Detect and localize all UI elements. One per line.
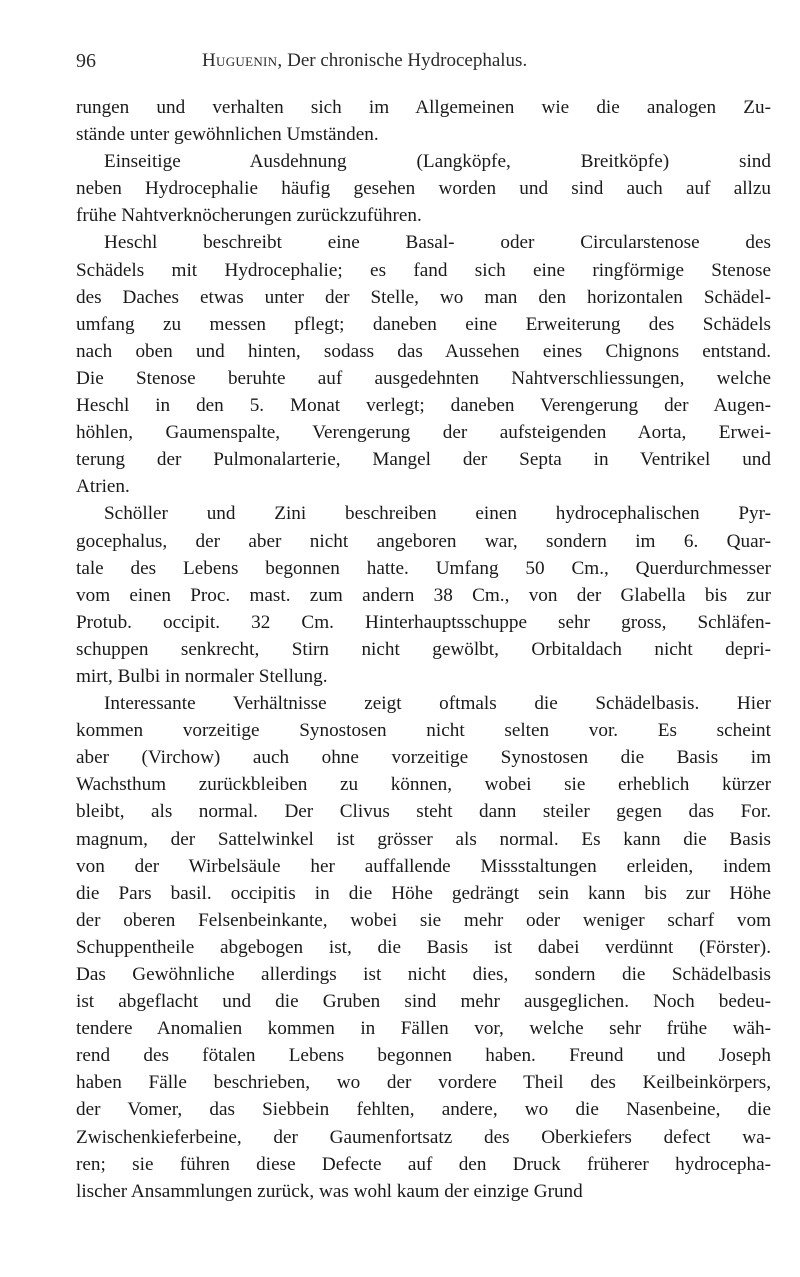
paragraph — [76, 229, 771, 500]
text-line: gocephalus, der aber nicht angeboren war, sondern im 6. Quar- — [76, 530, 771, 552]
text-line: des Daches etwas unter der Stelle, wo man den horizontalen Schädel- — [76, 286, 771, 308]
text-line: Einseitige Ausdehnung (Langköpfe, Breitköpfe) sind — [104, 151, 771, 173]
text-line: mirt, Bulbi in normaler Stellung. — [76, 665, 328, 687]
body-text — [76, 94, 771, 1205]
text-line: kommen vorzeitige Synostosen nicht selten vor. Es scheint — [76, 720, 771, 742]
text-line: Das Gewöhnliche allerdings ist nicht dies, sondern die Schädelbasis — [76, 964, 771, 985]
text-line: magnum, der Sattelwinkel ist grösser als normal. Es kann die Basis — [76, 828, 771, 850]
text-line: terung der Pulmonalarterie, Mangel der Septa in Ventrikel und — [76, 449, 771, 471]
text-line: bleibt, als normal. Der Clivus steht dann steiler gegen das For. — [76, 801, 771, 823]
text-line: der oberen Felsenbeinkante, wobei sie mehr oder weniger scharf vom — [76, 909, 771, 931]
text-line: Zwischenkieferbeine, der Gaumenfortsatz des Oberkiefers defect wa- — [76, 1126, 771, 1148]
text-line: Schöller und Zini beschreiben einen hydrocephalischen Pyr- — [104, 503, 771, 525]
text-line: nach oben und hinten, sodass das Aussehen eines Chignons entstand. — [76, 340, 771, 362]
text-line: frühe Nahtverknöcherungen zurückzuführen. — [76, 205, 422, 227]
text-line: Schädels mit Hydrocephalie; es fand sich eine ringförmige Stenose — [76, 259, 771, 281]
book-page — [76, 47, 771, 1205]
text-line: stände unter gewöhnlichen Umständen. — [76, 124, 379, 146]
text-line: ren; sie führen diese Defecte auf den Druck früherer hydrocepha- — [76, 1153, 771, 1175]
header-title: Der chronische Hydrocephalus. — [287, 50, 528, 71]
text-line: der Vomer, das Siebbein fehlten, andere, wo die Nasenbeine, die — [76, 1099, 771, 1121]
text-line: Atrien. — [76, 476, 130, 498]
text-line: tale des Lebens begonnen hatte. Umfang 50 Cm., Querdurchmesser — [76, 557, 771, 579]
text-line: Heschl beschreibt eine Basal- oder Circularstenose des — [104, 232, 771, 254]
text-line: höhlen, Gaumenspalte, Verengerung der aufsteigenden Aorta, Erwei- — [76, 422, 771, 444]
text-line: schuppen senkrecht, Stirn nicht gewölbt, Orbitaldach nicht depri- — [76, 638, 771, 660]
paragraph — [76, 94, 771, 148]
running-title — [202, 47, 527, 75]
paragraph — [76, 148, 771, 229]
paragraph — [76, 690, 771, 1205]
text-line: Die Stenose beruhte auf ausgedehnten Nahtverschliessungen, welche — [76, 367, 771, 389]
running-header — [76, 47, 771, 75]
text-line: rungen und verhalten sich im Allgemeinen wie die analogen Zu- — [76, 97, 771, 118]
text-line: umfang zu messen pflegt; daneben eine Erweiterung des Schädels — [76, 313, 771, 335]
text-line: haben Fälle beschrieben, wo der vordere Theil des Keilbeinkörpers, — [76, 1072, 771, 1094]
text-line: aber (Virchow) auch ohne vorzeitige Synostosen die Basis im — [76, 747, 771, 769]
text-line: Interessante Verhältnisse zeigt oftmals die Schädelbasis. Hier — [104, 693, 771, 715]
text-line: lischer Ansammlungen zurück, was wohl kaum der einzige Grund — [76, 1180, 583, 1202]
paragraph — [76, 500, 771, 690]
text-line: Wachsthum zurückbleiben zu können, wobei sie erheblich kürzer — [76, 774, 771, 796]
text-line: vom einen Proc. mast. zum andern 38 Cm., von der Glabella bis zur — [76, 584, 771, 606]
text-line: Heschl in den 5. Monat verlegt; daneben Verengerung der Augen- — [76, 395, 771, 417]
text-line: rend des fötalen Lebens begonnen haben. Freund und Joseph — [76, 1045, 771, 1067]
text-line: ist abgeflacht und die Gruben sind mehr ausgeglichen. Noch bedeu- — [76, 991, 771, 1013]
text-line: Protub. occipit. 32 Cm. Hinterhauptsschuppe sehr gross, Schläfen- — [76, 611, 771, 633]
header-author: Huguenin, — [202, 50, 283, 71]
text-line: tendere Anomalien kommen in Fällen vor, welche sehr frühe wäh- — [76, 1018, 771, 1040]
page-number: 96 — [76, 50, 96, 72]
text-line: Schuppentheile abgebogen ist, die Basis ist dabei verdünnt (Förster). — [76, 936, 771, 958]
text-line: die Pars basil. occipitis in die Höhe gedrängt sein kann bis zur Höhe — [76, 882, 771, 904]
text-line: von der Wirbelsäule her auffallende Missstaltungen erleiden, indem — [76, 855, 771, 877]
text-line: neben Hydrocephalie häufig gesehen worden und sind auch auf allzu — [76, 178, 771, 200]
